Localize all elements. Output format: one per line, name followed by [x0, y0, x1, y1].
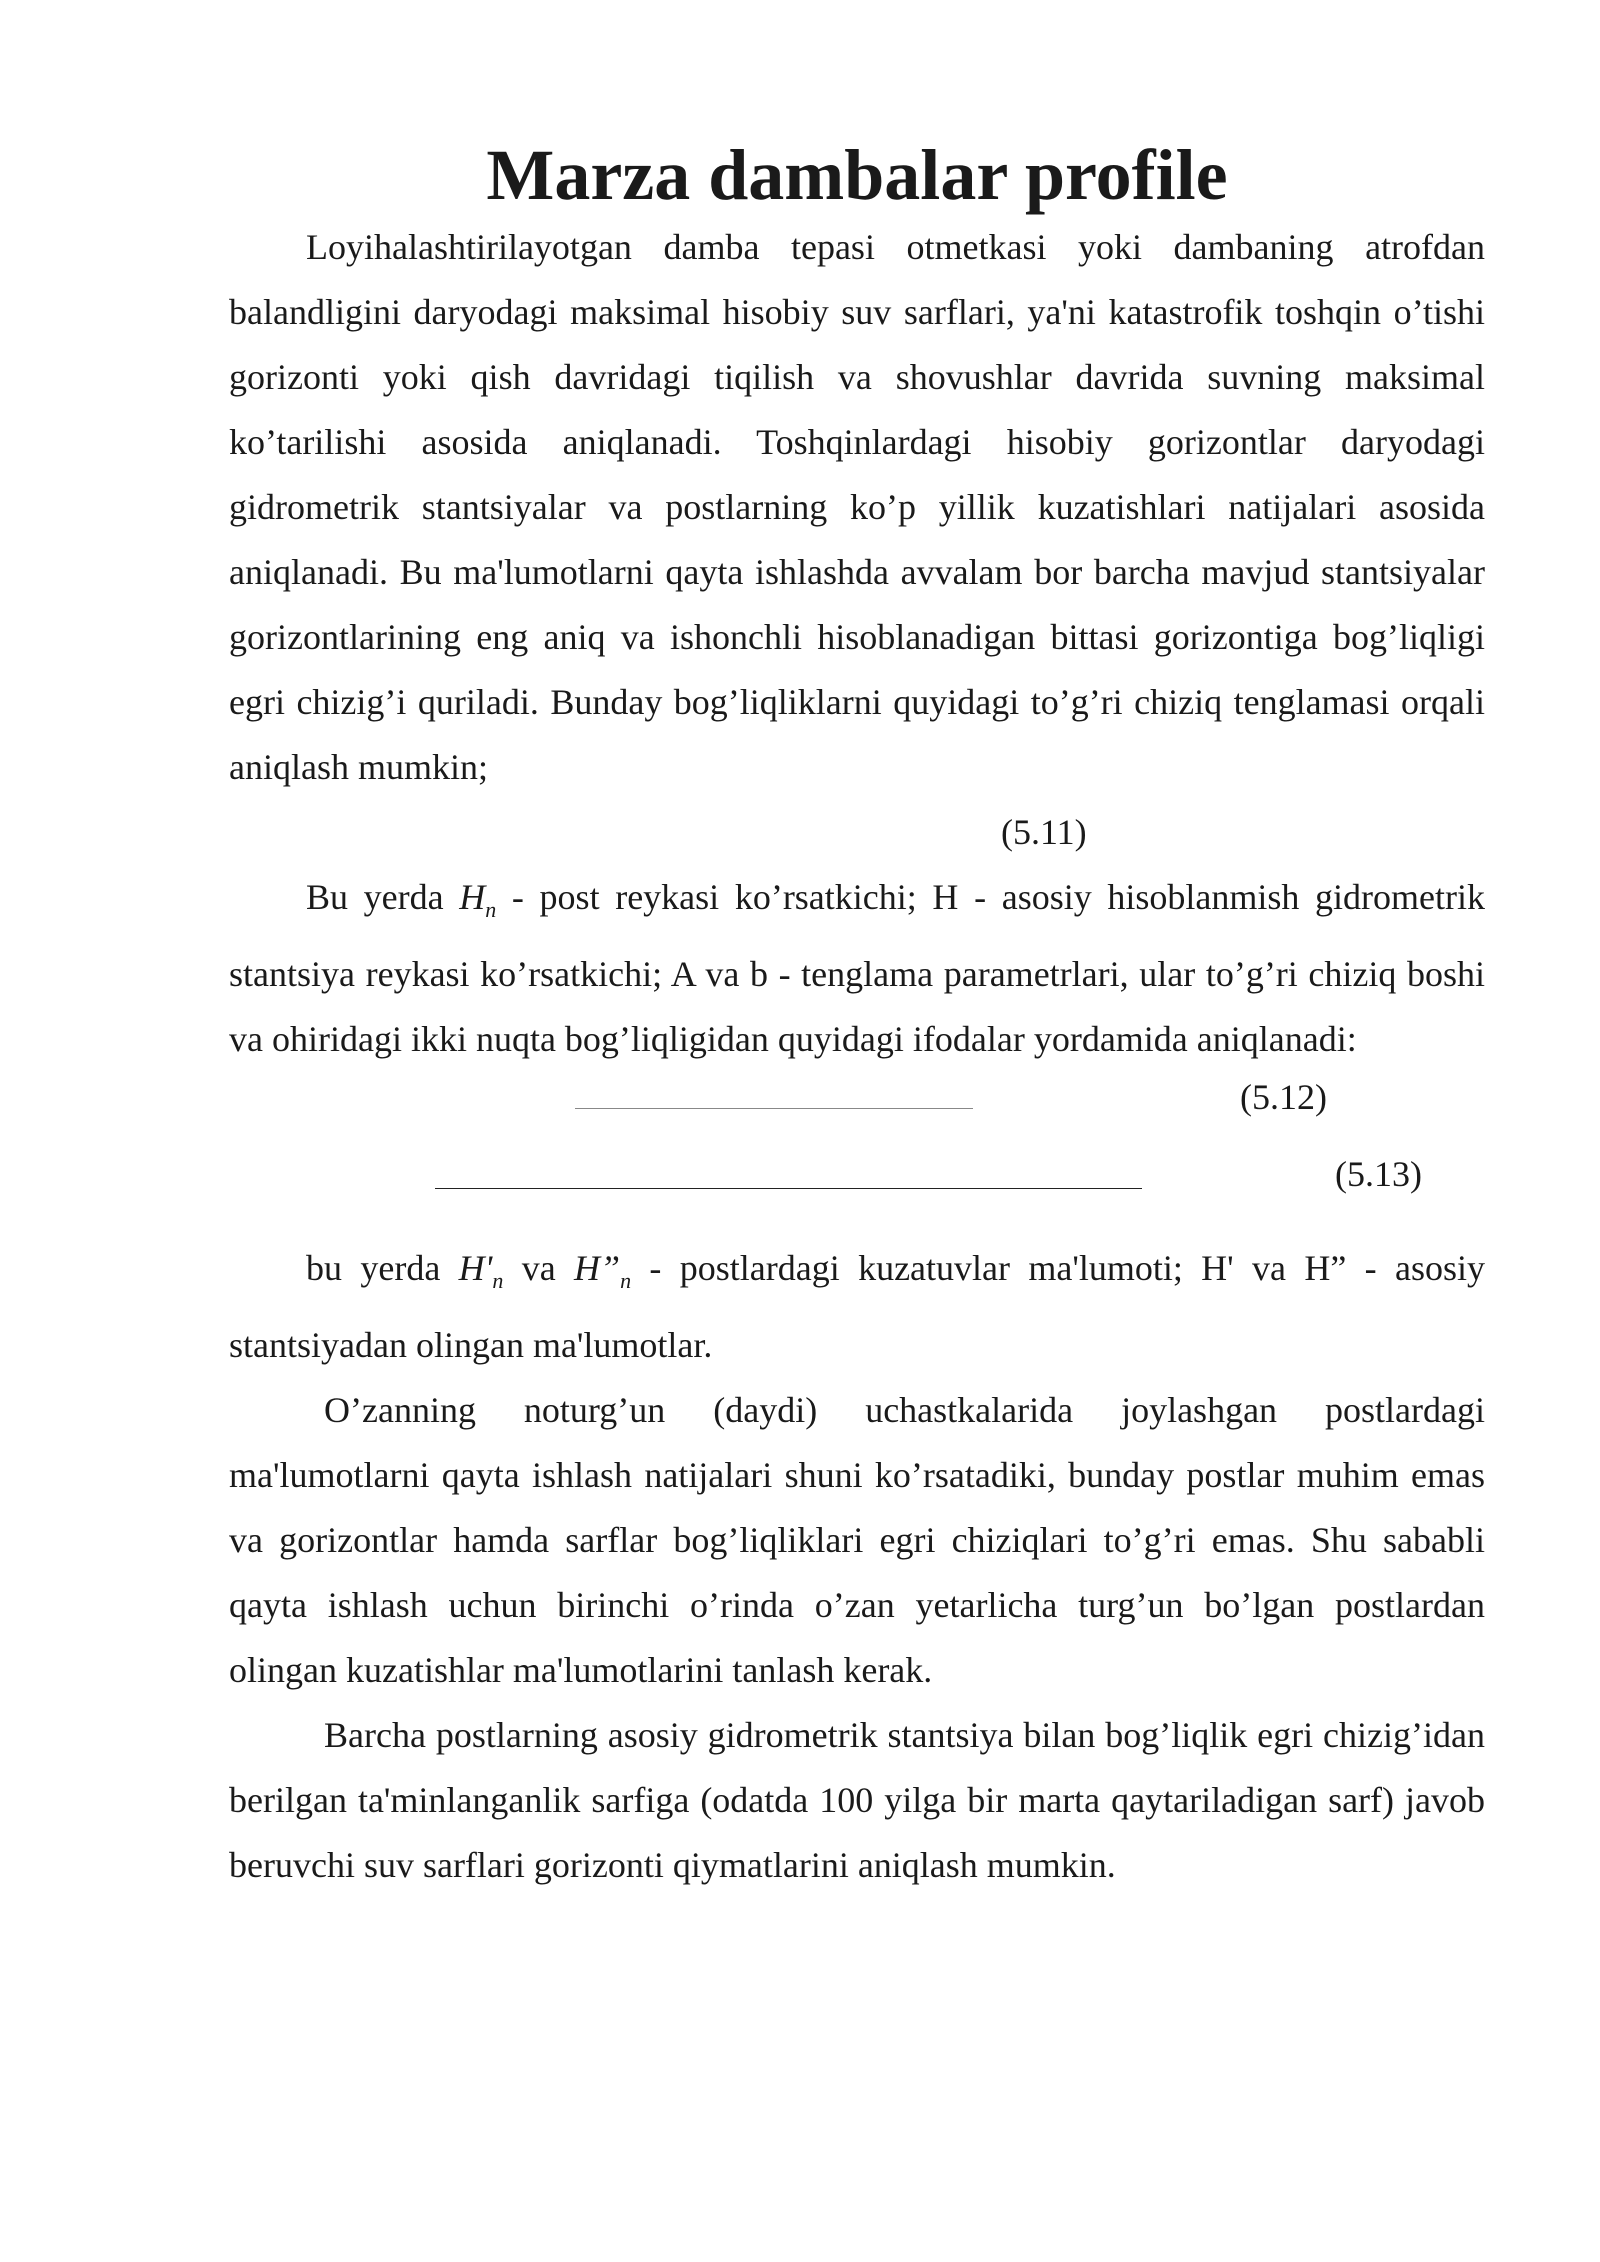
- equation-number-5-11: (5.11): [1001, 812, 1087, 852]
- document-page: [229, 135, 1486, 1898]
- equation-5-12: [229, 1072, 1485, 1154]
- para2-lead: Bu yerda: [306, 877, 460, 917]
- para2-rest: - post reykasi ko’rsatkichi; H - asosiy hisoblanmish gidrometrik stantsiya reykasi ko’rsatkichi; A va b - tenglama parametrlari, ular to’g’ri chiziq boshi va ohiridagi ikki nuqta bog’liqligidan quyidagi ifodalar yordamida aniqlanadi:: [229, 877, 1485, 1060]
- equation-number-5-12: (5.12): [1240, 1077, 1327, 1118]
- paragraph-definitions: [229, 865, 1485, 1072]
- symbol-hn: $H_n$: [459, 877, 497, 923]
- paragraph-intro: Loyihalashtirilayotgan damba tepasi otmetkasi yoki dambaning atrofdan balandligini daryodagi maksimal hisobiy suv sarflari, ya'ni katastrofik toshqin o’tishi gorizonti yoki qish davridagi tiqilish va shovushlar davrida suvning maksimal ko’tarilishi asosida aniqlanadi. Toshqinlardagi hisobiy gorizontlar daryodagi gidrometrik stantsiyalar va postlarning ko’p yillik kuzatishlari natijalari asosida aniqlanadi. Bu ma'lumotlarni qayta ishlashda avvalam bor barcha mavjud stantsiyalar gorizontlarining eng aniq va ishonchli hisoblanadigan bittasi gorizontiga bog’liqligi egri chizig’i quriladi. Bunday bog’liqliklarni quyidagi to’g’ri chiziq tenglamasi orqali aniqlash mumkin;: [229, 227, 1485, 787]
- paragraph-unstable-channels: O’zanning noturg’un (daydi) uchastkalarida joylashgan postlardagi ma'lumotlarni qayta ishlash natijalari shuni ko’rsatadiki, bunday postlar muhim emas va gorizontlar hamda sarflar bog’liqliklari egri chiziqlari to’g’ri emas. Shu sababli qayta ishlash uchun birinchi o’rinda o’zan yetarlicha turg’un bo’lgan postlardan olingan kuzatishlar ma'lumotlarini tanlash kerak.: [229, 1390, 1485, 1691]
- symbol-h-double-prime-n: $H”_n$: [574, 1248, 632, 1294]
- paragraph-conclusion: Barcha postlarning asosiy gidrometrik stantsiya bilan bog’liqlik egri chizig’idan berilgan ta'minlanganlik sarfiga (odatda 100 yilga bir marta qaytariladigan sarf) javob beruvchi suv sarflari gorizonti qiymatlarini aniqlash mumkin.: [229, 1715, 1485, 1886]
- paragraph-notation: bu yerda $H'_n$ va $H”_n$ - postlardagi kuzatuvlar ma'lumoti; H' va H” - asosiy stantsiyadan olingan ma'lumotlar.: [229, 1248, 1486, 1366]
- equation-5-13: [229, 1154, 1485, 1236]
- page-title: Marza dambalar profile: [486, 135, 1228, 215]
- equation-5-13-fraction-line: [435, 1188, 1142, 1189]
- equation-5-12-fraction-line: [575, 1108, 973, 1109]
- equation-number-5-13: (5.13): [1335, 1154, 1422, 1195]
- equation-5-11: [229, 800, 1485, 865]
- symbol-h-prime-n: $H'_n$: [458, 1248, 504, 1294]
